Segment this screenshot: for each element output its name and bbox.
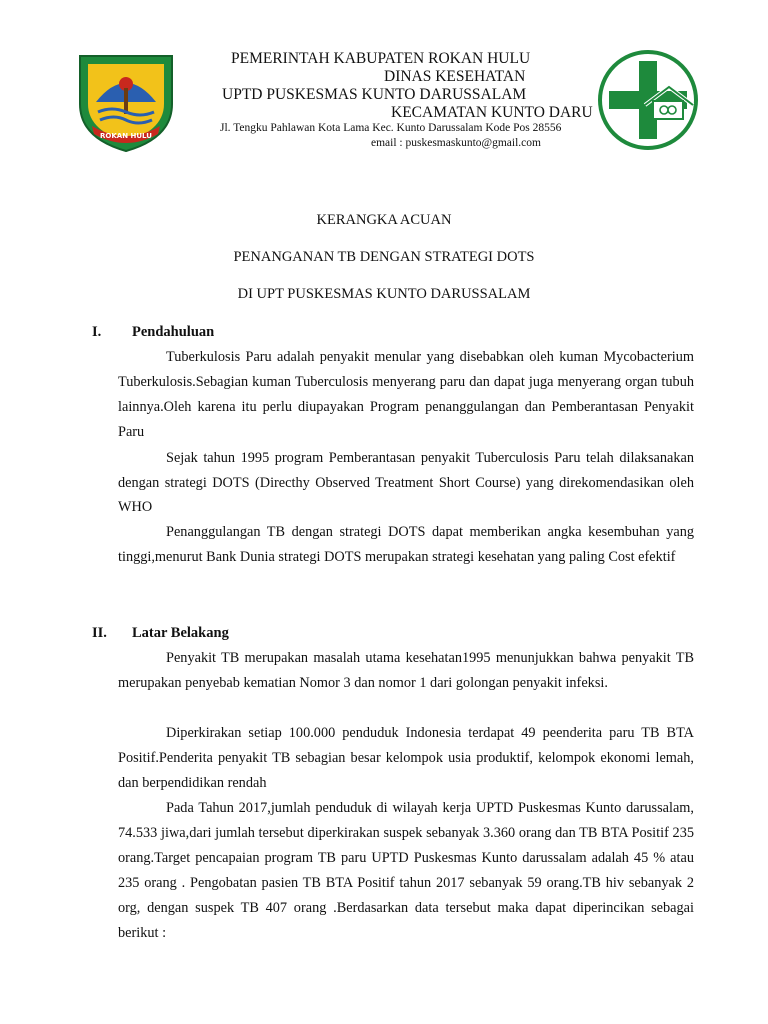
doc-location: DI UPT PUSKESMAS KUNTO DARUSSALAM <box>237 286 531 302</box>
paragraph: Tuberkulosis Paru adalah penyakit menular yang disebabkan oleh kuman Mycobacterium Tuberkulosis.Sebagian kuman Tuberculosis menyerang paru dan dapat juga menyerang organ tubuh lainnya.Oleh karena itu perlu diupayakan Program penanggulangan dan Pemberantasan Penyakit Paru <box>118 349 694 440</box>
paragraph: Penanggulangan TB dengan strategi DOTS dapat memberikan angka kesembuhan yang tinggi,menurut Bank Dunia strategi DOTS merupakan strategi kesehatan yang paling Cost efektif <box>118 524 694 565</box>
doc-title: KERANGKA ACUAN <box>316 212 452 228</box>
section-heading <box>92 324 292 344</box>
section-title: Latar Belakang <box>132 625 229 641</box>
section-title: Pendahuluan <box>132 324 215 340</box>
paragraph: Diperkirakan setiap 100.000 penduduk Indonesia terdapat 49 peenderita paru TB BTA Positif.Penderita penyakit TB sebagian besar kelompok usia produktif, kelompok ekonomi lemah, dan berpendidikan rendah <box>118 725 694 791</box>
paragraph: Sejak tahun 1995 program Pemberantasan penyakit Tuberculosis Paru telah dilaksanakan dengan strategi DOTS (Directhy Observed Treatment Short Course) yang direkomendasikan oleh WHO <box>118 450 694 515</box>
header-email: email : puskesmaskunto@gmail.com <box>371 137 541 149</box>
paragraph: Penyakit TB merupakan masalah utama kesehatan1995 menunjukkan bahwa penyakit TB merupakan penyebab kematian Nomor 3 dan nomor 1 dari golongan penyakit infeksi. <box>118 650 694 691</box>
section-number: II. <box>92 625 107 641</box>
header-department: DINAS KESEHATAN <box>384 68 526 85</box>
svg-text:ROKAN HULU: ROKAN HULU <box>100 132 152 140</box>
header-subdistrict: KECAMATAN KUNTO DARU <box>391 104 593 121</box>
header-address: Jl. Tengku Pahlawan Kota Lama Kec. Kunto Darussalam Kode Pos 28556 <box>220 122 562 134</box>
puskesmas-logo <box>597 49 699 151</box>
header-puskesmas: UPTD PUSKESMAS KUNTO DARUSSALAM <box>222 86 527 103</box>
header-government: PEMERINTAH KABUPATEN ROKAN HULU <box>231 50 531 67</box>
section-number: I. <box>92 324 102 340</box>
paragraph: Pada Tahun 2017,jumlah penduduk di wilayah kerja UPTD Puskesmas Kunto darussalam, 74.533 jiwa,dari jumlah tersebut diperkirakan suspek sebanyak 3.360 orang dan TB BTA Positif 235 orang.Target pencapaian program TB paru UPTD Puskesmas Kunto darussalam adalah 45 % atau 235 orang . Pengobatan pasien TB BTA Positif tahun 2017 sebanyak 59 orang.TB hiv sebanyak 2 org, dengan suspek TB 407 orang .Berdasarkan data tersebut maka dapat diperincikan sebagai berikut : <box>118 800 694 941</box>
section-heading <box>92 625 292 645</box>
rokan-hulu-emblem-logo <box>72 50 180 154</box>
doc-subtitle: PENANGANAN TB DENGAN STRATEGI DOTS <box>233 249 535 265</box>
